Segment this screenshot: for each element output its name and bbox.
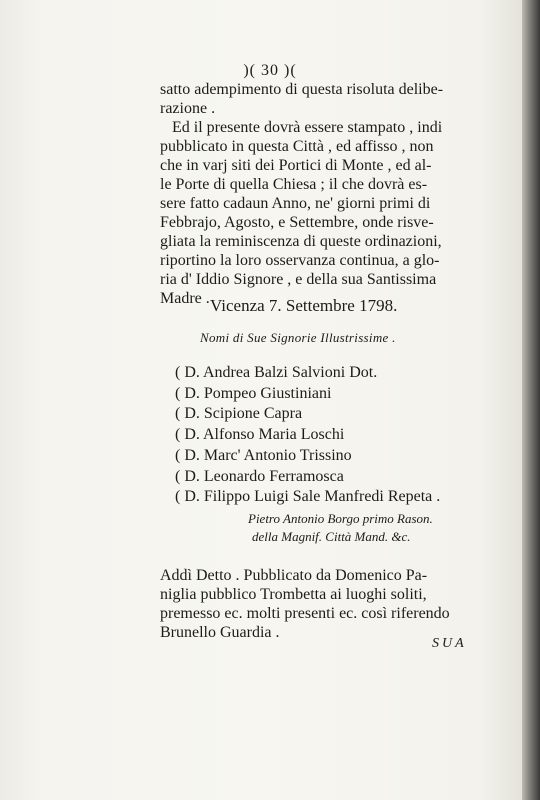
text-line: Madre . bbox=[160, 290, 210, 307]
text-line: ria d' Iddio Signore , e della sua Santissima bbox=[160, 271, 437, 288]
page-number: )( 30 )( bbox=[243, 62, 297, 79]
text-line: Ed il presente dovrà essere stampato , indi bbox=[172, 119, 443, 136]
text-line: pubblicato in questa Città , ed affisso , non bbox=[160, 138, 434, 155]
text-line: gliata la reminiscenza di queste ordinazioni, bbox=[160, 233, 442, 250]
page-edge-shadow bbox=[522, 0, 540, 800]
text-line: razione . bbox=[160, 100, 216, 117]
list-item: ( D. Scipione Capra bbox=[175, 405, 303, 423]
list-item: ( D. Alfonso Maria Loschi bbox=[175, 426, 345, 444]
text-line: Brunello Guardia . bbox=[160, 624, 280, 641]
names-heading: Nomi di Sue Signorie Illustrissime . bbox=[200, 330, 396, 345]
text-line: riportino la loro osservanza continua, a glo- bbox=[160, 252, 440, 269]
text-line: Febbrajo, Agosto, e Settembre, onde risve- bbox=[160, 214, 434, 231]
publication-note bbox=[160, 566, 490, 642]
text-line: Addì Detto . Pubblicato da Domenico Pa- bbox=[160, 567, 428, 584]
list-item: ( D. Leonardo Ferramosca bbox=[175, 467, 344, 485]
list-item: ( D. Marc' Antonio Trissino bbox=[175, 446, 352, 464]
text-line: niglia pubblico Trombetta ai luoghi soliti, bbox=[160, 586, 427, 603]
text-line: le Porte di quella Chiesa ; il che dovrà es- bbox=[160, 176, 428, 193]
signature-line: Pietro Antonio Borgo primo Rason. bbox=[248, 511, 433, 526]
names-list bbox=[175, 363, 440, 508]
text-line: premesso ec. molti presenti ec. così riferendo bbox=[160, 605, 450, 622]
signature-block bbox=[248, 510, 433, 546]
text-block-main bbox=[160, 80, 490, 308]
catchword: SUA bbox=[432, 636, 467, 651]
text-line: che in varj siti dei Portici di Monte , ed al- bbox=[160, 157, 432, 174]
signature-line: della Magnif. Città Mand. &c. bbox=[252, 529, 411, 544]
text-line: satto adempimento di questa risoluta delibe- bbox=[160, 81, 444, 98]
list-item: ( D. Pompeo Giustiniani bbox=[175, 384, 332, 402]
list-item: ( D. Filippo Luigi Sale Manfredi Repeta . bbox=[175, 488, 441, 506]
text-line: sere fatto cadaun Anno, ne' giorni primi di bbox=[160, 195, 431, 212]
date-line: Vicenza 7. Settembre 1798. bbox=[210, 296, 398, 315]
list-item: ( D. Andrea Balzi Salvioni Dot. bbox=[175, 364, 378, 381]
